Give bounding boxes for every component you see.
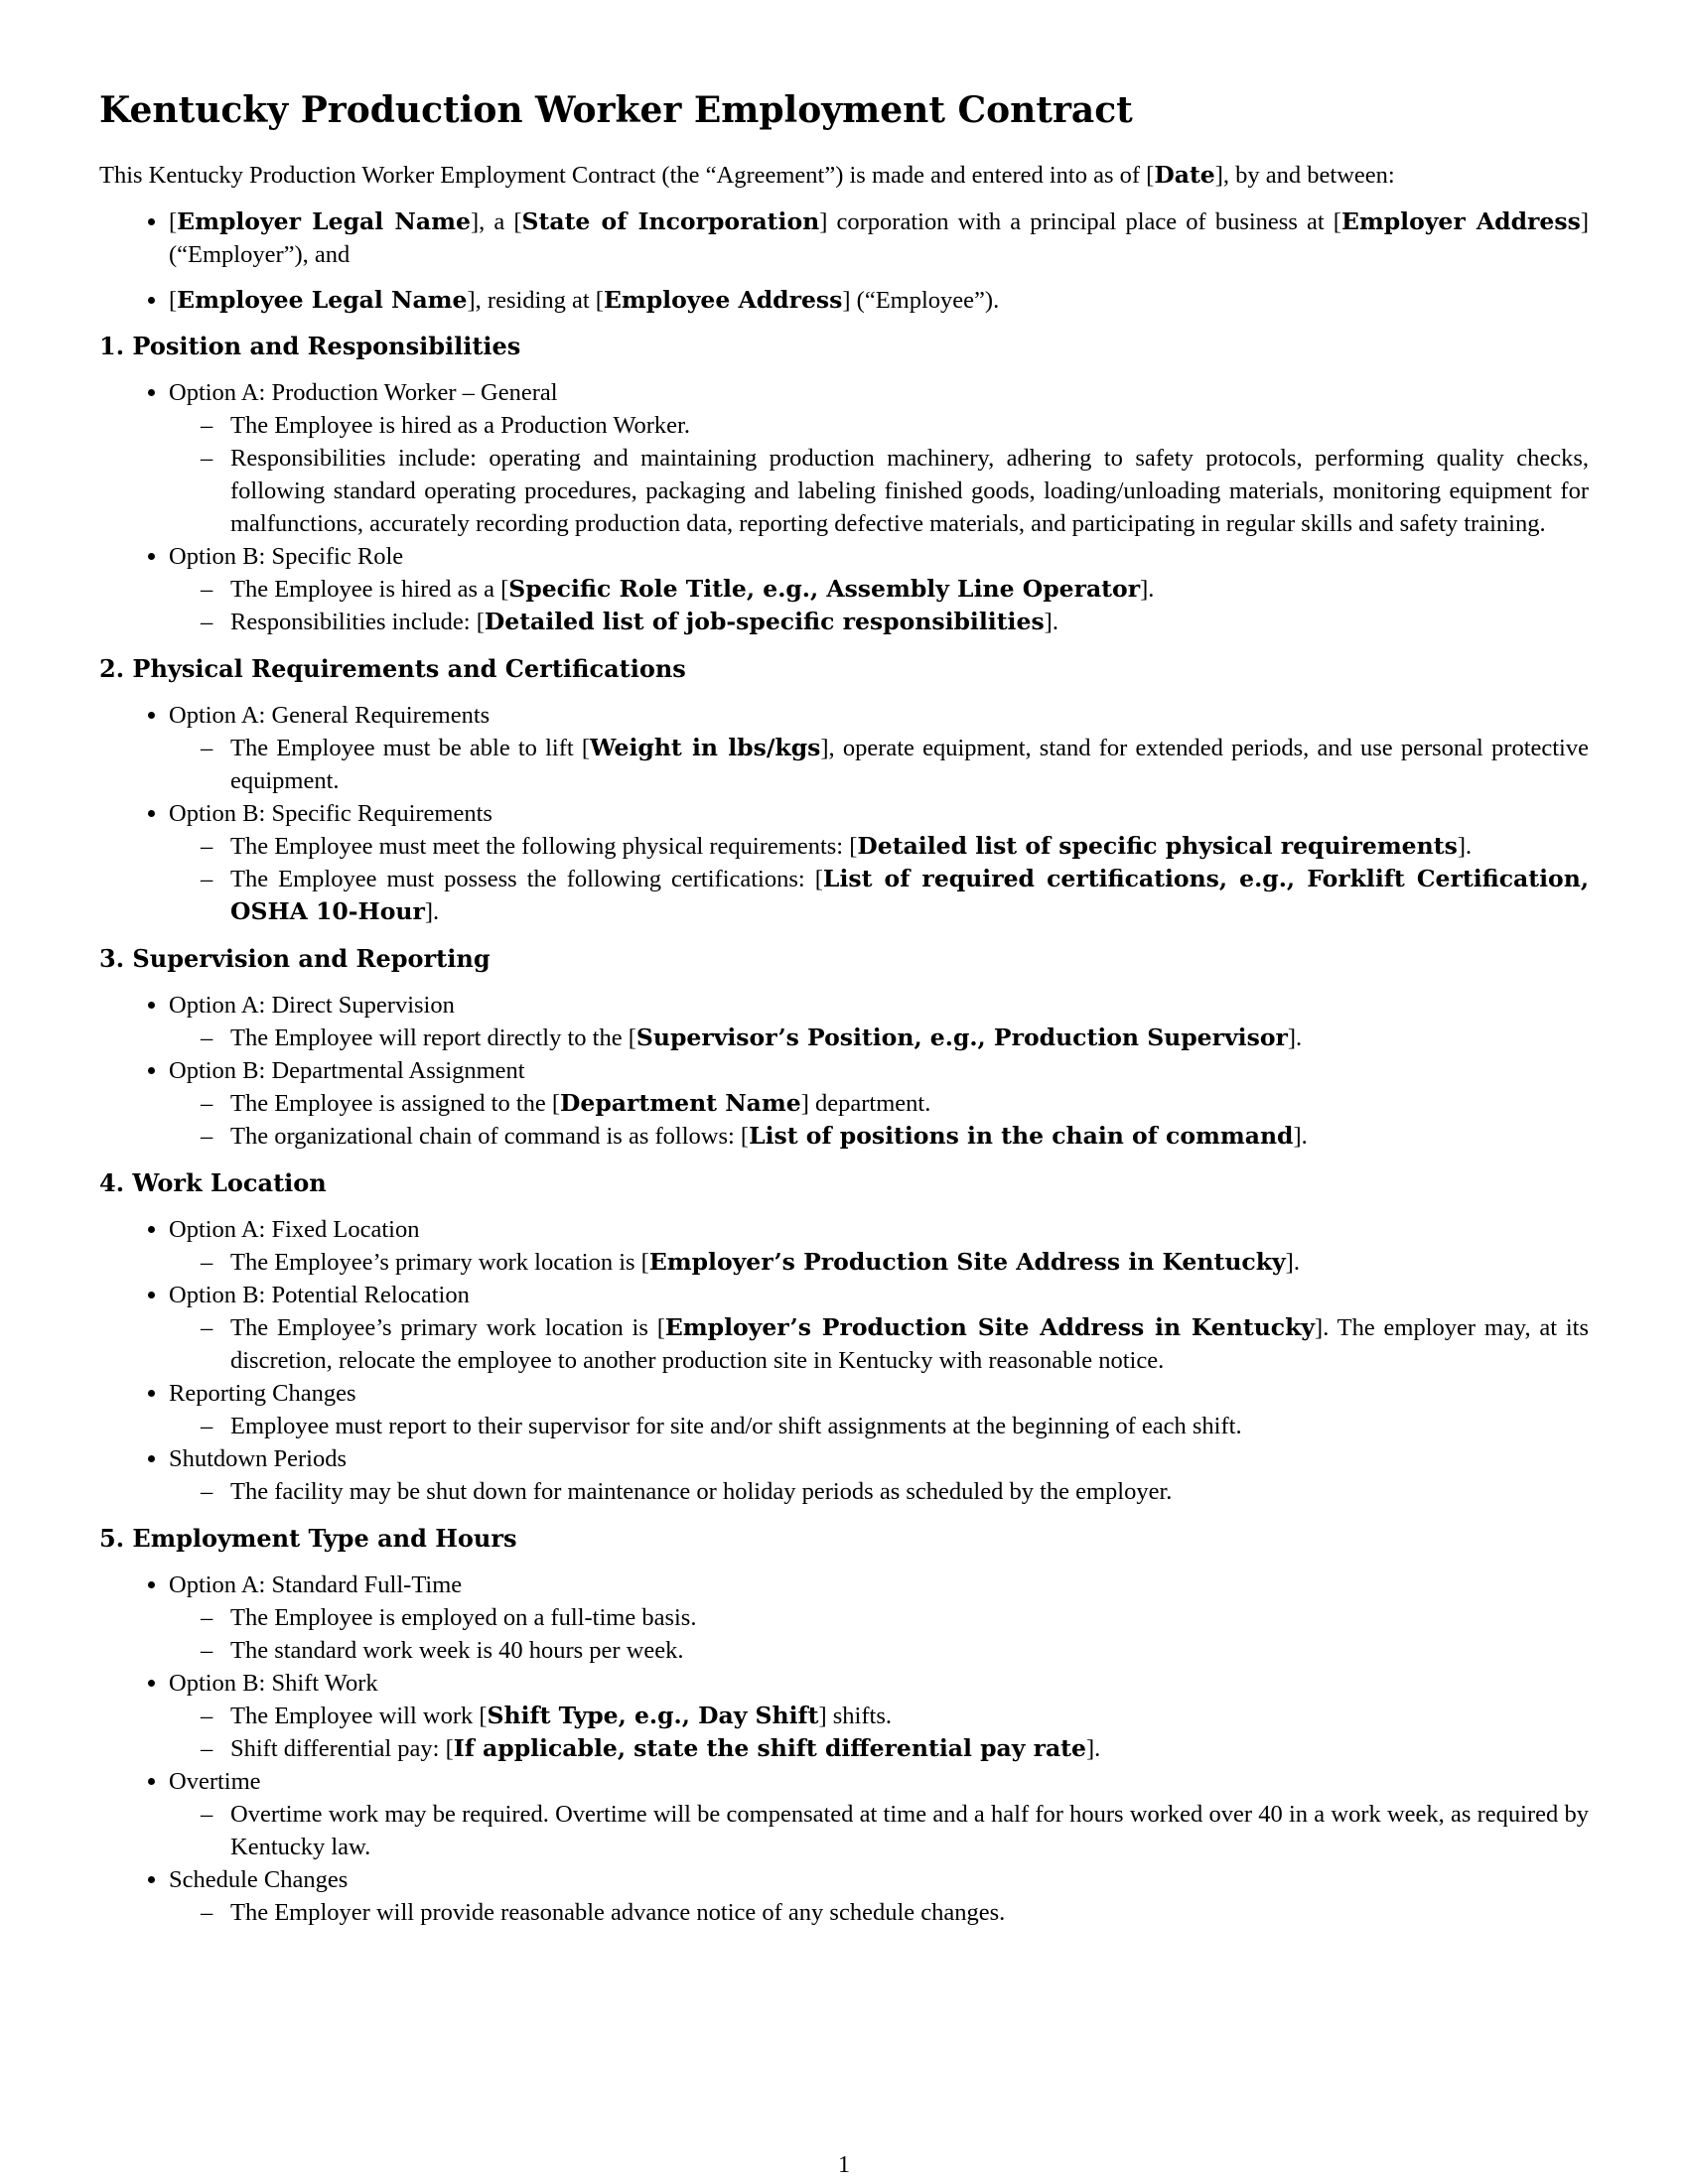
text: The Employee will report directly to the [ [230,1024,636,1051]
option-label: Option A: Direct Supervision [169,992,455,1019]
text: ] shifts. [818,1703,892,1729]
text: [ [169,287,178,314]
option-label: Option B: Departmental Assignment [169,1057,525,1084]
text: ]. [1457,833,1473,860]
sub-list [169,1246,1589,1279]
employee-address-placeholder: Employee Address [603,286,843,314]
option-item [169,1569,1589,1667]
option-label: Option B: Shift Work [169,1670,378,1697]
text: ]. [1140,576,1155,603]
sub-list [169,1087,1589,1153]
text: Responsibilities include: [ [230,609,485,635]
employer-name-placeholder: Employer Legal Name [177,207,471,235]
placeholder: Employer’s Production Site Address in Kentucky [648,1248,1286,1276]
sub-list [169,1022,1589,1054]
page-number: 1 [838,2152,850,2178]
intro-paragraph [99,159,1589,192]
party-employer [169,205,1589,271]
sub-item: – Employee must report to their supervisor for site and/or shift assignments at the beginning of each shift. [230,1410,1589,1442]
sub-item [230,1700,1589,1732]
options-list [99,1569,1589,1929]
sub-list [169,573,1589,638]
text: The Employee will work [ [230,1703,488,1729]
sub-item: – The Employee is employed on a full-time basis. [230,1601,1589,1634]
text: ], a [ [470,208,522,235]
sub-item: – Responsibilities include: operating and maintaining production machinery, adhering to safety protocols, performing quality checks, following standard operating procedures, packaging and labeling finished goods, loading/unloading materials, monitoring equipment for malfunctions, accurately recording production data, reporting defective materials, and participating in regular skills and safety training. [230,442,1589,540]
option-item [169,1863,1589,1929]
sub-list [169,732,1589,797]
option-item [169,376,1589,540]
section-heading: 3. Supervision and Reporting [99,944,491,973]
options-list [99,699,1589,928]
section-heading: 4. Work Location [99,1168,327,1197]
text: Shift differential pay: [ [230,1735,454,1762]
sub-item: – The facility may be shut down for maintenance or holiday periods as scheduled by the employer. [230,1475,1589,1508]
section-supervision [99,942,1589,1153]
sub-item [230,732,1589,797]
sub-item [230,573,1589,606]
placeholder: Department Name [560,1089,801,1117]
option-label: Option B: Potential Relocation [169,1282,470,1308]
sub-list [169,409,1589,540]
sub-item: – The Employer will provide reasonable advance notice of any schedule changes. [230,1896,1589,1929]
option-item [169,1279,1589,1377]
option-label: Reporting Changes [169,1380,356,1407]
text: ]. [1293,1123,1308,1150]
option-label: Option A: Standard Full-Time [169,1571,463,1598]
sub-list [169,1798,1589,1863]
section-heading: 5. Employment Type and Hours [99,1524,517,1553]
option-item [169,797,1589,928]
placeholder: Supervisor’s Position, e.g., Production Supervisor [635,1024,1288,1051]
sub-item [230,1120,1589,1153]
sub-list [169,1410,1589,1442]
option-label: Overtime [169,1768,261,1795]
sub-list [169,1311,1589,1377]
sub-item: – The Employee is hired as a Production Worker. [230,409,1589,442]
placeholder: List of required certifications, e.g., Forklift Certification, OSHA 10-Hour [230,865,1590,925]
date-placeholder: Date [1154,161,1215,189]
sub-list [169,1475,1589,1508]
option-item [169,540,1589,638]
placeholder: Detailed list of specific physical requirements [857,832,1458,860]
text: The Employee is assigned to the [ [230,1090,561,1117]
text: ]. [1285,1249,1300,1276]
placeholder: Shift Type, e.g., Day Shift [487,1702,819,1729]
sub-item [230,863,1589,928]
sub-list [169,1601,1589,1667]
text: ], operate equipment, stand for extended periods, and use personal protective equipment. [230,735,1589,794]
placeholder: List of positions in the chain of command [749,1122,1294,1150]
placeholder: Weight in lbs/kgs [590,734,821,761]
sub-item [230,830,1589,863]
sub-item [230,1311,1589,1377]
section-heading: 1. Position and Responsibilities [99,332,521,360]
sub-list [169,1896,1589,1929]
document-title: Kentucky Production Worker Employment Contract [99,89,1133,131]
text: ] (“Employer”), and [169,208,1589,268]
option-item [169,1442,1589,1508]
options-list [99,376,1589,638]
text: ] corporation with a principal place of business at [ [819,208,1341,235]
option-item [169,1213,1589,1279]
sub-item: – Overtime work may be required. Overtime will be compensated at time and a half for hours worked over 40 in a work week, as required by Kentucky law. [230,1798,1589,1863]
section-location [99,1166,1589,1508]
text: ]. [1287,1024,1303,1051]
text: The Employee’s primary work location is [ [230,1249,649,1276]
text: The Employee must be able to lift [ [230,735,591,761]
option-item [169,699,1589,797]
employer-address-placeholder: Employer Address [1340,207,1581,235]
parties-list [99,205,1589,317]
option-label: Option B: Specific Role [169,543,404,570]
employee-name-placeholder: Employee Legal Name [177,286,468,314]
sub-item [230,1246,1589,1279]
text: The Employee is hired as a [ [230,576,509,603]
text: ]. [424,898,440,925]
text: The Employee’s primary work location is [ [230,1314,665,1341]
option-label: Option A: General Requirements [169,702,491,729]
option-label: Shutdown Periods [169,1445,348,1472]
sub-item [230,606,1589,638]
section-heading: 2. Physical Requirements and Certifications [99,654,686,683]
text: ] department. [800,1090,931,1117]
placeholder: Specific Role Title, e.g., Assembly Line Operator [508,575,1141,603]
options-list [99,1213,1589,1508]
sub-list [169,1700,1589,1765]
sub-item [230,1022,1589,1054]
option-label: Option A: Fixed Location [169,1216,420,1243]
sub-item: – The standard work week is 40 hours per week. [230,1634,1589,1667]
sub-item [230,1732,1589,1765]
option-item [169,989,1589,1054]
sub-item [230,1087,1589,1120]
option-item [169,1667,1589,1765]
placeholder: Employer’s Production Site Address in Kentucky [664,1313,1316,1341]
option-label: Option A: Production Worker – General [169,379,558,406]
options-list [99,989,1589,1153]
text: ], residing at [ [467,287,604,314]
sub-list [169,830,1589,928]
party-employee [169,284,1589,317]
section-physical [99,652,1589,928]
text: ]. [1086,1735,1101,1762]
option-item [169,1765,1589,1863]
section-position [99,330,1589,638]
state-placeholder: State of Incorporation [521,207,820,235]
text: The organizational chain of command is as follows: [ [230,1123,750,1150]
intro-text: ], by and between: [1214,162,1395,189]
contract-page [99,87,1589,1943]
placeholder: Detailed list of job-specific responsibilities [484,608,1045,635]
placeholder: If applicable, state the shift differential pay rate [453,1734,1086,1762]
text: The Employee must possess the following certifications: [ [230,866,823,892]
text: ] (“Employee”). [842,287,1000,314]
option-item [169,1054,1589,1153]
option-item [169,1377,1589,1442]
section-employment-type [99,1522,1589,1929]
option-label: Schedule Changes [169,1866,349,1893]
text: ]. The employer may, at its discretion, relocate the employee to another production site in Kentucky with reasonable notice. [230,1314,1590,1374]
text: The Employee must meet the following physical requirements: [ [230,833,858,860]
text: ]. [1044,609,1058,635]
option-label: Option B: Specific Requirements [169,800,492,827]
text: [ [169,208,178,235]
intro-text: This Kentucky Production Worker Employment Contract (the “Agreement”) is made and entered into as of [ [99,162,1155,189]
